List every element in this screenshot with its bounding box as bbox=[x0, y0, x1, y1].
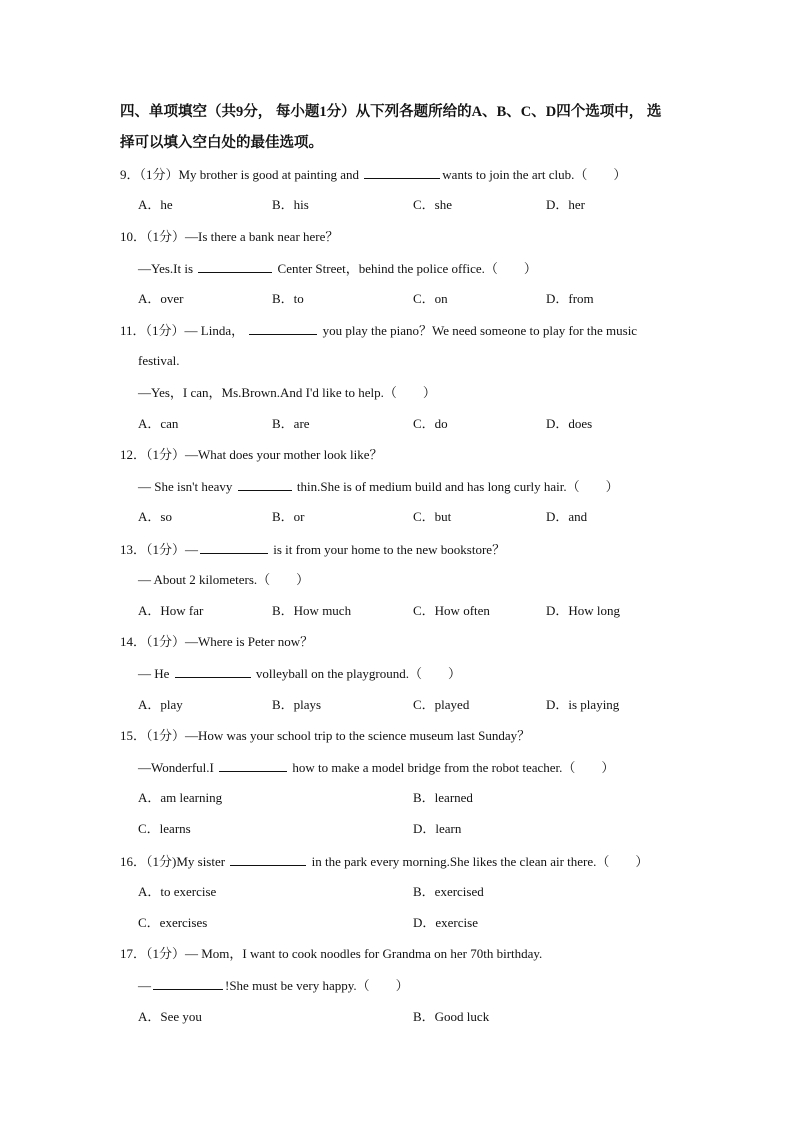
section-heading-line-1: 四、单项填空（共9分， 每小题1分）从下列各题所给的A、B、C、D四个选项中， 选 bbox=[120, 104, 662, 120]
answer-blank bbox=[219, 758, 287, 772]
question-17-suffix: !She must be very happy.（ ） bbox=[225, 978, 409, 993]
question-11-line-1 bbox=[120, 321, 637, 340]
answer-blank bbox=[249, 321, 317, 335]
q13-option-a: A．How far bbox=[138, 603, 204, 618]
q16-option-b: B．exercised bbox=[413, 884, 484, 899]
question-16-line-1 bbox=[120, 852, 648, 871]
answer-blank bbox=[364, 165, 440, 179]
question-11-line-2: festival. bbox=[138, 353, 180, 368]
q9-option-a: A．he bbox=[138, 197, 173, 212]
q16-option-c: C．exercises bbox=[138, 915, 208, 930]
answer-blank bbox=[175, 664, 251, 678]
question-14-line-2 bbox=[138, 664, 461, 683]
question-13-line-1 bbox=[120, 540, 505, 559]
q9-option-c: C．she bbox=[413, 197, 453, 212]
q15-option-d: D．learn bbox=[413, 821, 462, 836]
q14-option-c: C．played bbox=[413, 697, 470, 712]
question-17-line-1: 17．（1分）— Mom，I want to cook noodles for Grandma on her 70th birthday. bbox=[120, 946, 543, 961]
q17-option-b: B．Good luck bbox=[413, 1009, 490, 1024]
answer-blank bbox=[230, 852, 306, 866]
question-14-suffix: volleyball on the playground.（ ） bbox=[255, 666, 462, 681]
q14-option-d: D．is playing bbox=[546, 697, 620, 712]
q9-option-b: B．his bbox=[272, 197, 309, 212]
question-10-line-2 bbox=[138, 259, 537, 278]
question-17-line-2 bbox=[138, 976, 409, 995]
section-heading-line-2: 择可以填入空白处的最佳选项。 bbox=[120, 135, 323, 151]
question-15-suffix: how to make a model bridge from the robot teacher.（ ） bbox=[292, 760, 615, 775]
question-13-prefix: 13．（1分）— bbox=[120, 542, 199, 557]
answer-blank bbox=[238, 477, 292, 491]
question-12-line-1: 12．（1分）—What does your mother look like？ bbox=[120, 447, 383, 462]
q13-option-b: B．How much bbox=[272, 603, 352, 618]
question-10-prefix: —Yes.It is bbox=[138, 261, 194, 276]
q15-option-a: A．am learning bbox=[138, 790, 223, 805]
question-16-prefix: 16．（1分)My sister bbox=[120, 854, 226, 869]
question-12-prefix: — She isn't heavy bbox=[138, 479, 233, 494]
answer-blank bbox=[198, 259, 272, 273]
question-11-suffix: you play the piano？We need someone to play for the music bbox=[322, 323, 638, 338]
q14-option-a: A．play bbox=[138, 697, 183, 712]
q16-option-d: D．exercise bbox=[413, 915, 478, 930]
question-11-prefix: 11．（1分）— Linda， bbox=[120, 323, 245, 338]
question-13-line-2: — About 2 kilometers.（ ） bbox=[138, 572, 310, 587]
question-12-line-2 bbox=[138, 477, 619, 496]
q10-option-b: B．to bbox=[272, 291, 304, 306]
q14-option-b: B．plays bbox=[272, 697, 322, 712]
question-14-line-1: 14．（1分）—Where is Peter now？ bbox=[120, 634, 314, 649]
question-9-suffix: wants to join the art club.（ ） bbox=[442, 167, 627, 182]
question-13-suffix: is it from your home to the new bookstore？ bbox=[273, 542, 506, 557]
answer-blank bbox=[153, 976, 223, 990]
question-12-suffix: thin.She is of medium build and has long curly hair.（ ） bbox=[296, 479, 619, 494]
question-9 bbox=[120, 165, 626, 184]
q12-option-a: A．so bbox=[138, 509, 172, 524]
question-9-prefix: 9．（1分）My brother is good at painting and bbox=[120, 167, 360, 182]
question-17-prefix: — bbox=[138, 978, 151, 993]
q10-option-a: A．over bbox=[138, 291, 184, 306]
q11-option-d: D．does bbox=[546, 416, 593, 431]
q12-option-d: D．and bbox=[546, 509, 588, 524]
question-11-line-3: —Yes，I can，Ms.Brown.And I'd like to help.（ ） bbox=[138, 385, 436, 400]
q16-option-a: A．to exercise bbox=[138, 884, 217, 899]
q15-option-b: B．learned bbox=[413, 790, 473, 805]
q11-option-c: C．do bbox=[413, 416, 448, 431]
q11-option-b: B．are bbox=[272, 416, 310, 431]
question-15-line-2 bbox=[138, 758, 614, 777]
question-16-suffix: in the park every morning.She likes the clean air there.（ ） bbox=[311, 854, 649, 869]
question-15-line-1: 15．（1分）—How was your school trip to the science museum last Sunday？ bbox=[120, 728, 531, 743]
q13-option-d: D．How long bbox=[546, 603, 621, 618]
q10-option-c: C．on bbox=[413, 291, 448, 306]
q15-option-c: C．learns bbox=[138, 821, 191, 836]
question-14-prefix: — He bbox=[138, 666, 170, 681]
q12-option-c: C．but bbox=[413, 509, 452, 524]
question-15-prefix: —Wonderful.I bbox=[138, 760, 214, 775]
q10-option-d: D．from bbox=[546, 291, 594, 306]
question-10-suffix: Center Street，behind the police office.（ ） bbox=[277, 261, 537, 276]
q12-option-b: B．or bbox=[272, 509, 305, 524]
q17-option-a: A．See you bbox=[138, 1009, 202, 1024]
q11-option-a: A．can bbox=[138, 416, 179, 431]
q9-option-d: D．her bbox=[546, 197, 585, 212]
q13-option-c: C．How often bbox=[413, 603, 490, 618]
question-10-line-1: 10．（1分）—Is there a bank near here？ bbox=[120, 229, 339, 244]
answer-blank bbox=[200, 540, 268, 554]
